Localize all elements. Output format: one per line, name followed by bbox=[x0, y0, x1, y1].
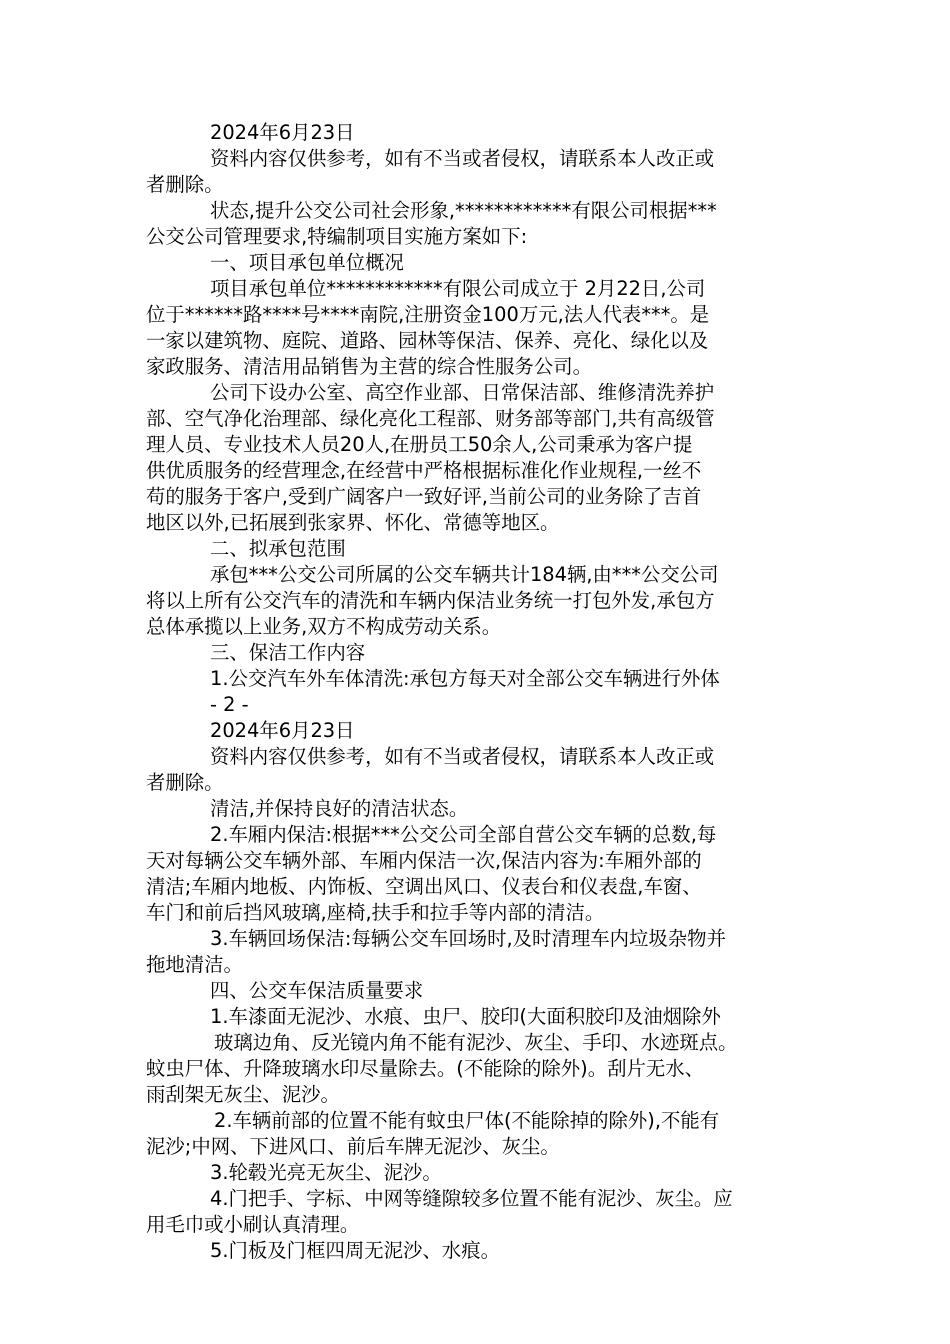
body-line: 清洁,并保持良好的清洁状态。 bbox=[210, 797, 469, 820]
body-text-page-2 bbox=[146, 796, 810, 1264]
body-line: 理人员、专业技术人员20人,在册员工50余人,公司秉承为客户提 bbox=[146, 433, 693, 456]
body-line: 供优质服务的经营理念,在经营中严格根据标准化作业规程,一丝不 bbox=[146, 459, 702, 482]
body-line: 三、保洁工作内容 bbox=[210, 641, 366, 664]
body-line: 用毛巾或小刷认真清理。 bbox=[146, 1213, 360, 1236]
body-line: 公司下设办公室、高空作业部、日常保洁部、维修清洗养护 bbox=[210, 381, 715, 404]
body-line: 3.轮毂光亮无灰尘、泥沙。 bbox=[210, 1161, 442, 1184]
body-line: 家政服务、清洁用品销售为主营的综合性服务公司。 bbox=[146, 355, 592, 378]
body-line: 苟的服务于客户,受到广阔客户一致好评,当前公司的业务除了吉首 bbox=[146, 485, 702, 508]
body-line: 天对每辆公交车辆外部、车厢内保洁一次,保洁内容为:车厢外部的 bbox=[146, 849, 702, 872]
body-line: 部、空气净化治理部、绿化亮化工程部、财务部等部门,共有高级管 bbox=[146, 407, 715, 430]
body-line: 蚊虫尸体、升降玻璃水印尽量除去。(不能除的除外)。刮片无水、 bbox=[146, 1057, 705, 1080]
disclaimer-line: 者删除。 bbox=[146, 173, 224, 196]
disclaimer-line: 资料内容仅供参考，如有不当或者侵权，请联系本人改正或 bbox=[210, 147, 715, 170]
body-line: 总体承揽以上业务,双方不构成劳动关系。 bbox=[146, 615, 502, 638]
document-page bbox=[146, 120, 810, 1264]
body-line: 清洁;车厢内地板、内饰板、空调出风口、仪表台和仪表盘,车窗、 bbox=[146, 875, 702, 898]
body-line: 位于******路****号****南院,注册资金100万元,法人代表***。是 bbox=[146, 303, 710, 326]
body-line: 项目承包单位************有限公司成立于 2月22日,公司 bbox=[210, 277, 706, 300]
body-line: 泥沙;中网、下进风口、前后车牌无泥沙、灰尘。 bbox=[146, 1135, 560, 1158]
disclaimer-line: 者删除。 bbox=[146, 771, 224, 794]
body-text-page-1 bbox=[146, 198, 810, 692]
body-line: 拖地清洁。 bbox=[146, 953, 243, 976]
body-line: 3.车辆回场保洁:每辆公交车回场时,及时清理车内垃圾杂物并 bbox=[210, 927, 726, 950]
header-date: 2024年6月23日 bbox=[210, 121, 355, 144]
body-line: 承包***公交公司所属的公交车辆共计184辆,由***公交公司 bbox=[210, 563, 719, 586]
body-line: 二、拟承包范围 bbox=[210, 537, 346, 560]
body-line: 状态,提升公交公司社会形象,************有限公司根据*** bbox=[210, 199, 717, 222]
body-line: 将以上所有公交汽车的清洗和车辆内保洁业务统一打包外发,承包方 bbox=[146, 589, 715, 612]
body-line: 四、公交车保洁质量要求 bbox=[210, 979, 424, 1002]
body-line: 一家以建筑物、庭院、道路、园林等保洁、保养、亮化、绿化以及 bbox=[146, 329, 709, 352]
body-line: 雨刮架无灰尘、泥沙。 bbox=[146, 1083, 340, 1106]
page-number: - 2 - bbox=[210, 693, 249, 716]
body-line: 2.车厢内保洁:根据***公交公司全部自营公交车辆的总数,每 bbox=[210, 823, 717, 846]
body-line: 4.门把手、字标、中网等缝隙较多位置不能有泥沙、灰尘。应 bbox=[210, 1187, 733, 1210]
body-line: 玻璃边角、反光镜内角不能有泥沙、灰尘、手印、水迹斑点。 bbox=[214, 1031, 738, 1054]
body-line: 公交公司管理要求,特编制项目实施方案如下: bbox=[146, 225, 528, 248]
body-line: 1.公交汽车外车体清洗:承包方每天对全部公交车辆进行外体 bbox=[210, 667, 720, 690]
disclaimer-line: 资料内容仅供参考，如有不当或者侵权，请联系本人改正或 bbox=[210, 745, 715, 768]
body-line: 地区以外,已拓展到张家界、怀化、常德等地区。 bbox=[146, 511, 560, 534]
body-line: 2.车辆前部的位置不能有蚊虫尸体(不能除掉的除外),不能有 bbox=[214, 1109, 720, 1132]
body-line: 1.车漆面无泥沙、水痕、虫尸、胶印(大面积胶印及油烟除外 bbox=[210, 1005, 721, 1028]
body-line: 一、项目承包单位概况 bbox=[210, 251, 404, 274]
body-line: 车门和前后挡风玻璃,座椅,扶手和拉手等内部的清洁。 bbox=[146, 901, 605, 924]
body-line: 5.门板及门框四周无泥沙、水痕。 bbox=[210, 1239, 500, 1262]
header-date: 2024年6月23日 bbox=[210, 719, 355, 742]
